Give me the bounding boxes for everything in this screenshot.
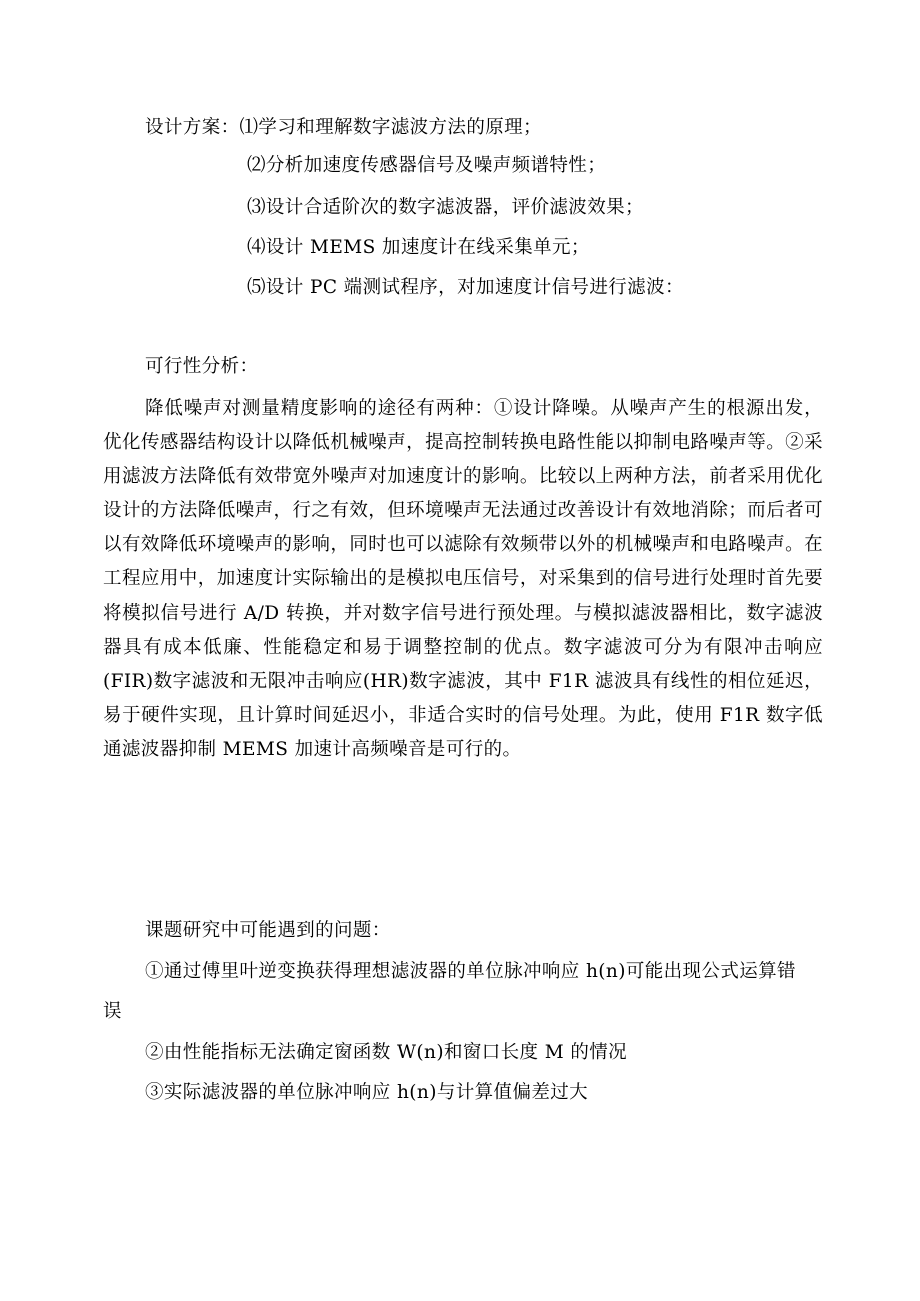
design-plan-item-3: ⑶设计合适阶次的数字滤波器，评价滤波效果； [247, 197, 644, 218]
design-plan-item-5: ⑸设计 PC 端测试程序，对加速度计信号进行滤波： [247, 277, 684, 298]
design-plan-item-4: ⑷设计 MEMS 加速度计在线采集单元； [247, 237, 590, 258]
feasibility-body: 降低噪声对测量精度影响的途径有两种：①设计降噪。从噪声产生的根源出发，优化传感器结构设计以降低机械噪声，提高控制转换电路性能以抑制电路噪声等。②采用滤波方法降低有效带宽外噪声对加速度计的影响。比较以上两种方法，前者采用优化设计的方法降低噪声，行之有效，但环境噪声无法通过改善设计有效地消除；而后者可以有效降低环境噪声的影响，同时也可以滤除有效频带以外的机械噪声和电路噪声。在工程应用中，加速度计实际输出的是模拟电压信号，对采集到的信号进行处理时首先要将模拟信号进行 A/D 转换，并对数字信号进行预处理。与模拟滤波器相比，数字滤波器具有成本低廉、性能稳定和易于调整控制的优点。数字滤波可分为有限冲击响应(FIR)数字滤波和无限冲击响应(HR)数字滤波，其中 F1R 滤波具有线性的相位延迟，易于硬件实现，且计算时间延迟小，非适合实时的信号处理。为此，使用 F1R 数字低通滤波器抑制 MEMS 加速计高频噪音是可行的。 [103, 398, 823, 760]
design-plan-item-1: ⑴学习和理解数字滤波方法的原理； [239, 117, 542, 138]
problems-heading: 课题研究中可能遇到的问题： [145, 920, 391, 941]
design-plan-item-2: ⑵分析加速度传感器信号及噪声频谱特性； [247, 155, 607, 176]
design-plan-line-1 [145, 116, 542, 140]
problem-item-3: ③实际滤波器的单位脉冲响应 h(n)与计算值偏差过大 [145, 1082, 589, 1103]
problem-item-1-line-1: ①通过傅里叶逆变换获得理想滤波器的单位脉冲响应 h(n)可能出现公式运算错 [145, 961, 796, 982]
feasibility-heading: 可行性分析： [145, 356, 259, 377]
problem-item-1-line-2: 误 [103, 1001, 122, 1022]
problem-item-2: ②由性能指标无法确定窗函数 W(n)和窗口长度 M 的情况 [145, 1042, 628, 1063]
design-plan-heading: 设计方案： [145, 117, 240, 138]
